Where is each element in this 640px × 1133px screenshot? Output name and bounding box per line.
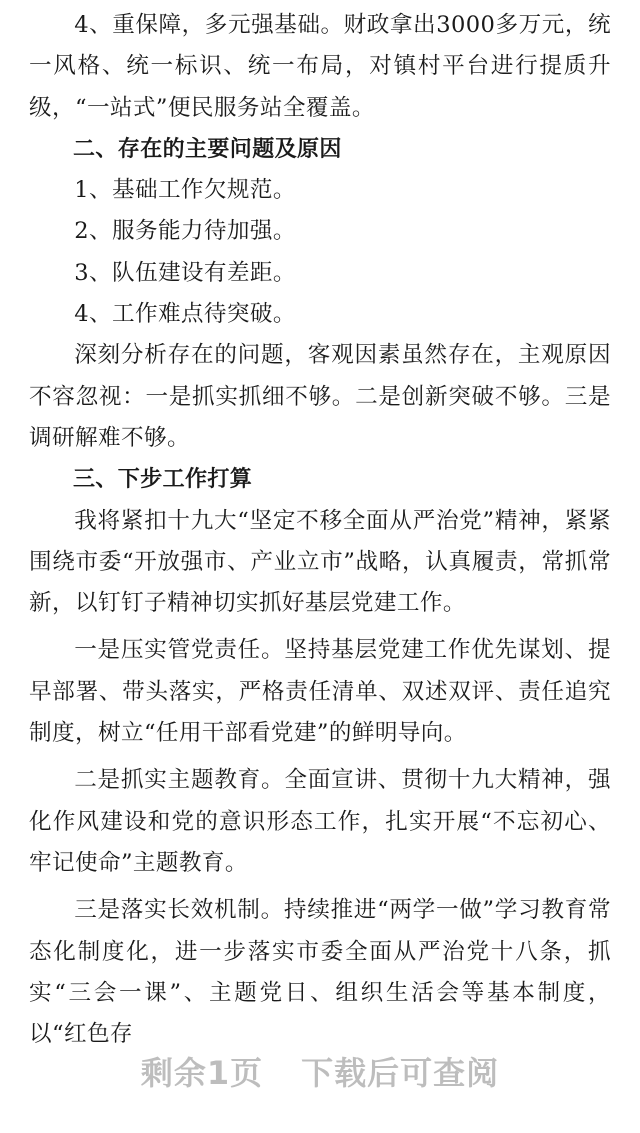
list-item-problem-3: 3、队伍建设有差距。 (74, 259, 296, 286)
list-item-problem-2: 2、服务能力待加强。 (74, 218, 296, 245)
list-item-problem-4: 4、工作难点待突破。 (74, 301, 296, 328)
paragraph-analysis: 深刻分析存在的问题，客观因素虽然存在，主观原因不容忽视：一是抓实抓细不够。二是创新突破不够。三是调研解难不够。 (29, 342, 611, 451)
section-heading-problems: 二、存在的主要问题及原因 (73, 136, 342, 162)
document-body (29, 5, 611, 1055)
remaining-pages-label: 剩余1页 (140, 1054, 264, 1092)
download-to-view-label: 下载后可查阅 (301, 1054, 500, 1092)
paragraph-step-three: 三是落实长效机制。持续推进“两学一做”学习教育常态化制度化，进一步落实市委全面从严治党十八条，抓实“三会一课”、主题党日、组织生活会等基本制度，以“红色存 (29, 897, 611, 1048)
paragraph-step-one: 一是压实管党责任。坚持基层党建工作优先谋划、提早部署、带头落实，严格责任清单、双述双评、责任追究制度，树立“任用干部看党建”的鲜明导向。 (29, 637, 611, 747)
download-prompt[interactable] (0, 1048, 640, 1094)
paragraph-intro: 我将紧扣十九大“坚定不移全面从严治党”精神，紧紧围绕市委“开放强市、产业立市”战略，认真履责，常抓常新，以钉钉子精神切实抓好基层党建工作。 (29, 507, 611, 617)
paragraph-step-two: 二是抓实主题教育。全面宣讲、贯彻十九大精神，强化作风建设和党的意识形态工作，扎实开展“不忘初心、牢记使命”主题教育。 (29, 767, 611, 876)
paragraph-guarantee: 4、重保障，多元强基础。财政拿出3000多万元，统一风格、统一标识、统一布局，对镇村平台进行提质升级，“一站式”便民服务站全覆盖。 (29, 12, 611, 121)
list-item-problem-1: 1、基础工作欠规范。 (74, 177, 296, 204)
section-heading-next-steps: 三、下步工作打算 (73, 467, 253, 493)
